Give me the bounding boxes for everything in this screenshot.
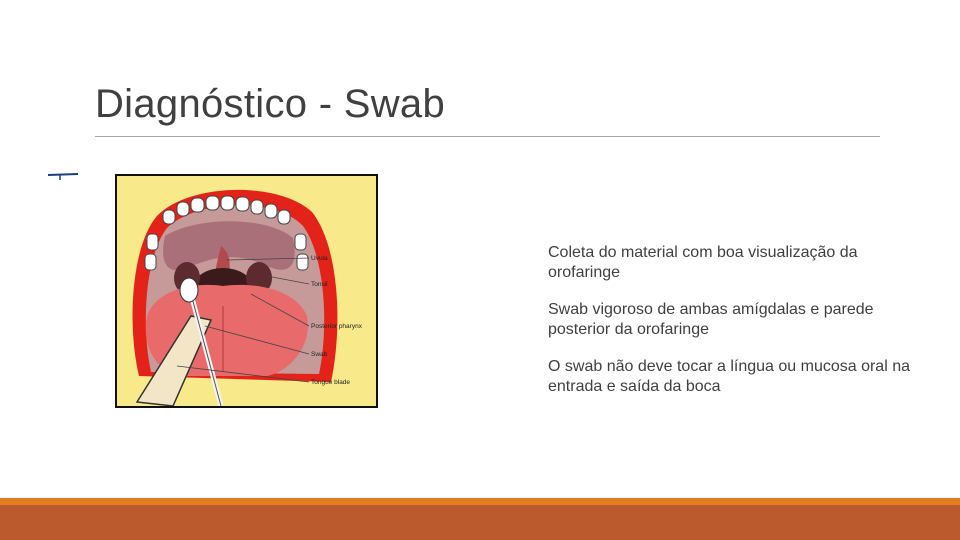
- footer-band: [0, 505, 960, 540]
- bullet-item: Swab vigoroso de ambas amígdalas e parede posterior da orofaringe: [548, 301, 874, 338]
- label-posterior-pharynx: Posterior pharynx: [311, 323, 362, 330]
- label-swab: Swab: [311, 351, 328, 358]
- label-uvula: Uvula: [311, 255, 328, 262]
- label-tonsil: Tonsil: [311, 281, 328, 288]
- bullet-item: O swab não deve tocar a língua ou mucosa oral na entrada e saída da boca: [548, 358, 910, 395]
- throat-swab-illustration: [115, 174, 378, 408]
- label-tongue-blade: Tongue blade: [311, 379, 351, 386]
- slide-title: Diagnóstico - Swab: [95, 82, 446, 126]
- swab-tip: [180, 278, 198, 302]
- footer-accent-band: [0, 498, 960, 505]
- bullet-item: Coleta do material com boa visualização da orofaringe: [548, 244, 858, 281]
- bullet-list: [548, 243, 928, 414]
- title-divider: [95, 136, 880, 137]
- side-mark: [48, 171, 78, 181]
